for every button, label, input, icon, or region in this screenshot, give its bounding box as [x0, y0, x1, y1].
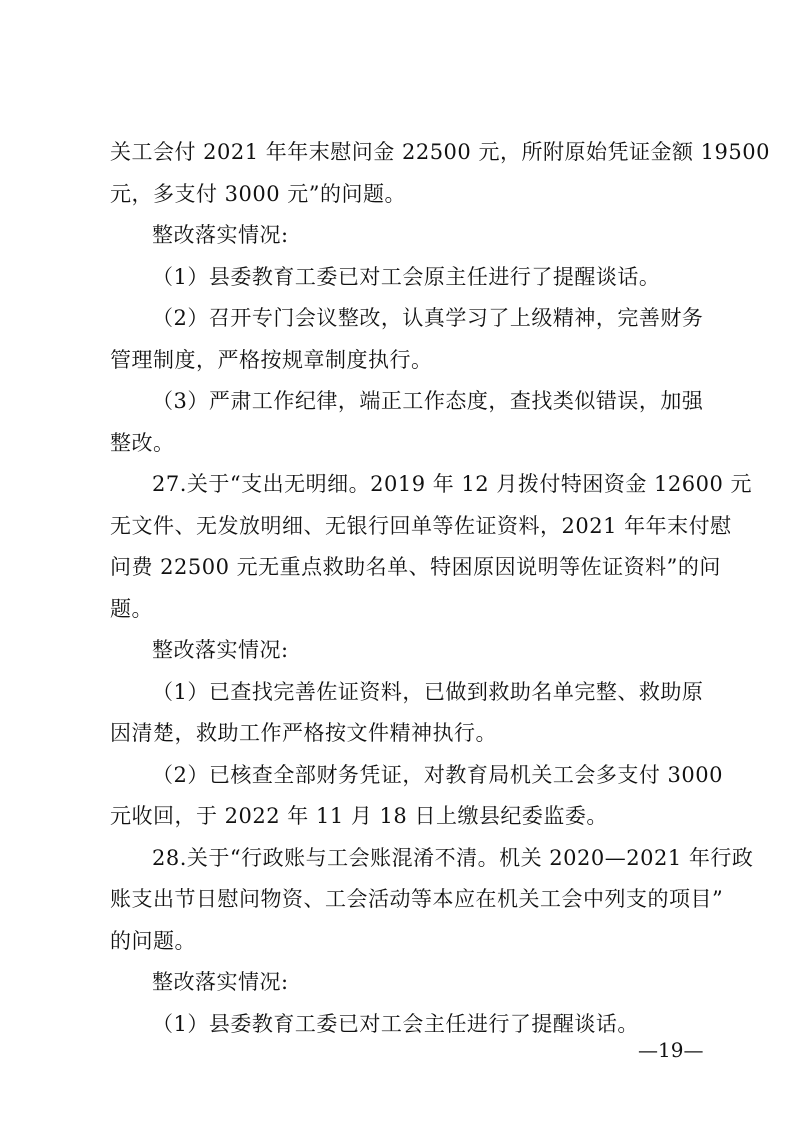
text-line-10: 无文件、无发放明细、无银行回单等佐证资料，2021 年年末付慰 — [110, 513, 732, 538]
text-line-7: （3）严肃工作纪律，端正工作态度，查找类似错误，加强 — [152, 389, 704, 413]
text-line-20: 的问题。 — [110, 928, 196, 953]
text-line-2: 元，多支付 3000 元”的问题。 — [110, 181, 407, 206]
text-line-6: 管理制度，严格按规章制度执行。 — [110, 347, 433, 372]
text-line-15: 因清楚，救助工作严格按文件精神执行。 — [110, 721, 497, 745]
section-heading-rectification: 整改落实情况: — [152, 638, 289, 662]
text-line-5: （2）召开专门会议整改，认真学习了上级精神，完善财务 — [152, 306, 704, 330]
text-line-19: 账支出节日慰问物资、工会活动等本应在机关工会中列支的项目” — [110, 887, 724, 911]
text-line-17: 元收回，于 2022 年 11 月 18 日上缴县纪委监委。 — [110, 804, 608, 828]
document-body — [110, 132, 770, 1045]
text-line-11: 问费 22500 元无重点救助名单、特困原因说明等佐证资料”的问 — [110, 555, 721, 579]
section-heading-rectification: 整改落实情况: — [152, 223, 289, 247]
text-line-12: 题。 — [110, 596, 153, 621]
item-27-heading: 27.关于“支出无明细。2019 年 12 月拨付特困资金 12600 元 — [152, 472, 752, 496]
item-28-heading: 28.关于“行政账与工会账混淆不清。机关 2020—2021 年行政 — [152, 845, 754, 870]
text-line-4: （1）县委教育工委已对工会原主任进行了提醒谈话。 — [152, 264, 661, 289]
text-line-16: （2）已核查全部财务凭证，对教育局机关工会多支付 3000 — [152, 762, 723, 787]
text-line-22: （1）县委教育工委已对工会主任进行了提醒谈话。 — [152, 1011, 639, 1036]
section-heading-rectification: 整改落实情况: — [152, 970, 289, 994]
text-line-14: （1）已查找完善佐证资料，已做到救助名单完整、救助原 — [152, 679, 704, 704]
text-line-8: 整改。 — [110, 430, 175, 455]
page-number: —19— — [638, 1038, 704, 1062]
text-line-1: 关工会付 2021 年年末慰问金 22500 元，所附原始凭证金额 19500 — [110, 140, 770, 164]
